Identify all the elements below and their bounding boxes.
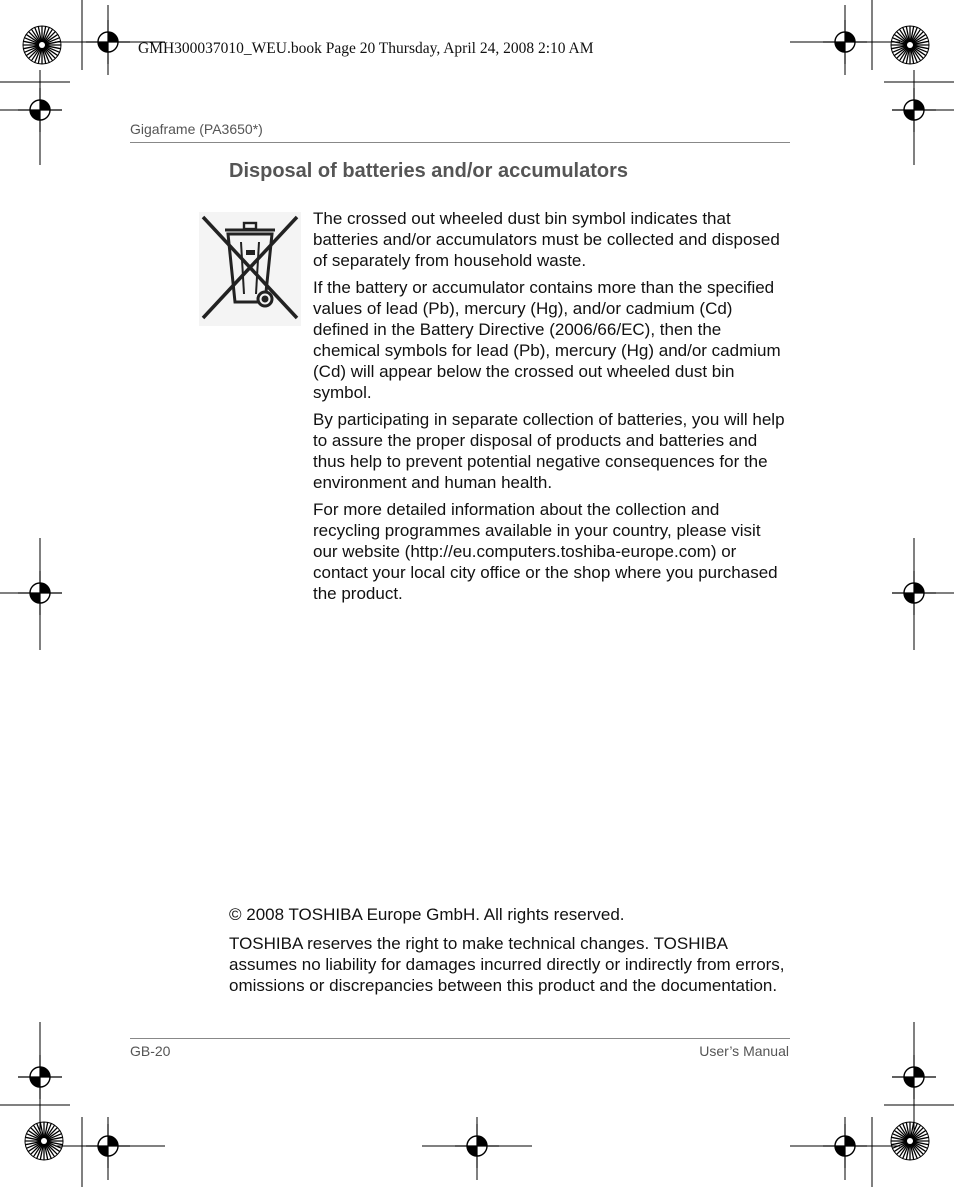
paragraph: For more detailed information about the collection and recycling programmes available in your country, please visit our website (http://eu.computers.toshiba-europe.com) or contact your local city office or the shop where you purchased the product. bbox=[313, 500, 778, 603]
manual-title: User’s Manual bbox=[699, 1043, 789, 1059]
page-number: GB-20 bbox=[130, 1043, 171, 1059]
paragraph: The crossed out wheeled dust bin symbol indicates that batteries and/or accumulators must be collected and disposed of separately from household waste. bbox=[313, 209, 780, 270]
section-body bbox=[313, 208, 788, 610]
paragraph: By participating in separate collection of batteries, you will help to assure the proper disposal of products and batteries and thus help to prevent potential negative consequences for the environment and human health. bbox=[313, 410, 785, 492]
star-target-icon bbox=[891, 1122, 929, 1160]
section-heading: Disposal of batteries and/or accumulators bbox=[229, 160, 628, 182]
footer-rule bbox=[130, 1038, 790, 1039]
star-target-icon bbox=[891, 26, 929, 64]
disclaimer: TOSHIBA reserves the right to make technical changes. TOSHIBA assumes no liability for damages incurred directly or indirectly from errors, omissions or discrepancies between this product and the documentation. bbox=[229, 934, 785, 995]
star-target-icon bbox=[25, 1122, 63, 1160]
star-target-icon bbox=[23, 26, 61, 64]
slug-line: GMH300037010_WEU.book Page 20 Thursday, April 24, 2008 2:10 AM bbox=[138, 40, 594, 57]
running-header: Gigaframe (PA3650*) bbox=[130, 121, 263, 137]
copyright-notice: © 2008 TOSHIBA Europe GmbH. All rights reserved. bbox=[229, 905, 625, 924]
header-rule bbox=[130, 142, 790, 143]
crossed-out-wheeled-bin-icon bbox=[199, 212, 301, 326]
paragraph: If the battery or accumulator contains more than the specified values of lead (Pb), mercury (Hg), and/or cadmium (Cd) defined in the Battery Directive (2006/66/EC), then the chemical symbols for lead (Pb), mercury (Hg) and/or cadmium (Cd) will appear below the crossed out wheeled dust bin symbol. bbox=[313, 278, 781, 402]
